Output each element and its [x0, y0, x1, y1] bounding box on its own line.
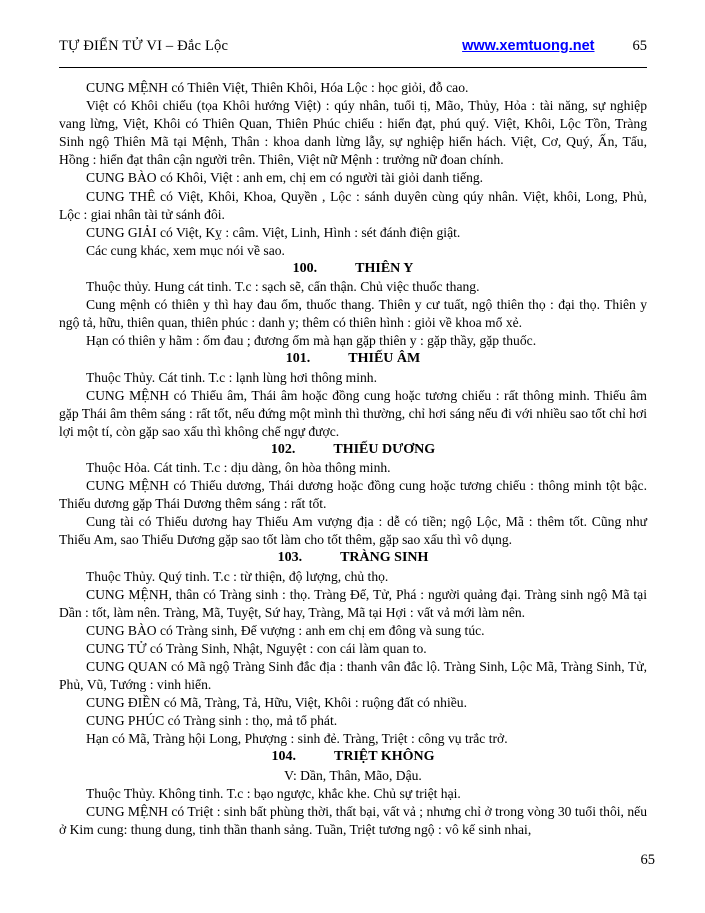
paragraph: CUNG ĐIỀN có Mã, Tràng, Tả, Hữu, Việt, Khôi : ruộng đất có nhiều.: [86, 695, 467, 711]
section-title: THIẾU ÂM: [348, 351, 421, 367]
section-number: 102.: [270, 441, 296, 457]
paragraph: Cung mệnh có thiên y thì hay đau ốm, thuốc thang. Thiên y cư tuất, ngộ thiên thọ : đại thọ. Thiên y ngộ tả, hữu, thiên quan, thiên phúc : danh y; thêm có thiên hình : giỏi về khoa mổ xẻ.: [59, 297, 647, 331]
header-divider: [59, 67, 647, 68]
paragraph: CUNG GIẢI có Việt, Kỵ : câm. Việt, Linh, Hình : sét đánh điện giật.: [86, 224, 461, 240]
paragraph: CUNG MỆNH có Thiếu dương, Thái dương hoặc đồng cung hoặc tương chiếu : thông minh tột bậc. Thiếu dương gặp Thái Dương thêm sáng : rất tốt.: [59, 478, 647, 512]
header-page-number: 65: [632, 38, 647, 54]
paragraph: Thuộc thủy. Hung cát tinh. T.c : sạch sẽ, cẩn thận. Chủ việc thuốc thang.: [86, 279, 480, 295]
section-heading: [59, 260, 647, 278]
document-body: [59, 79, 647, 839]
paragraph: Hạn có thiên y hãm : ốm đau ; đương ốm mà hạn gặp thiên y : gặp thầy, gặp thuốc.: [86, 333, 537, 349]
paragraph: Thuộc Hỏa. Cát tinh. T.c : dịu dàng, ôn hòa thông minh.: [86, 459, 391, 475]
section-number: 100.: [292, 260, 318, 276]
website-link[interactable]: www.xemtuong.net: [462, 38, 595, 54]
section-number: 101.: [285, 351, 311, 367]
paragraph: CUNG PHÚC có Tràng sinh : thọ, mả tổ phát.: [86, 713, 338, 729]
paragraph: Hạn có Mã, Tràng hội Long, Phượng : sinh đẻ. Tràng, Triệt : công vụ trắc trở.: [86, 731, 508, 747]
section-number: 103.: [277, 550, 303, 566]
footer-page-number: 65: [640, 852, 655, 868]
paragraph: CUNG BÀO có Tràng sinh, Đế vượng : anh em chị em đông và sung túc.: [86, 622, 485, 638]
paragraph: Việt có Khôi chiếu (tọa Khôi hướng Việt) : qúy nhân, tuổi tị, Mão, Thủy, Hỏa : tài năng, sự nghiệp vang lừng, Việt, Khôi có Thiên Quan, Thiên Phúc chiếu : hiển đạt, phú quý. Việt, Khôi, Lộc Tồn, Tràng Sinh ngộ Thiên Mã tại Mệnh, Thân : khoa danh lừng lẫy, sự nghiệp hiển hách. Việt, Cơ, Quý, Ấn, Tấu, Hồng : hiển đạt thân cận người trên. Thiên, Việt nữ Mệnh : trưởng nữ đoan chính.: [59, 98, 647, 168]
section-heading: [59, 549, 647, 567]
section-title: TRÀNG SINH: [340, 550, 429, 566]
paragraph: CUNG MỆNH, thân có Tràng sinh : thọ. Tràng Đế, Tử, Phá : người quảng đại. Tràng sinh ngộ Mã tại Dần : tốt, làm nên. Tràng, Mã, Tuyệt, Sứ hay, Tràng, Mã tại Hợi : vất vả mới làm nên.: [59, 586, 647, 620]
paragraph: CUNG MỆNH có Triệt : sinh bất phùng thời, thất bại, vất vả ; nhưng chỉ ở trong vòng 30 tuổi thôi, nếu ở Kim cung: thung dung, tinh thần thanh sảng. Tuần, Triệt tương ngộ : vô kế sinh nhai,: [59, 803, 647, 837]
section-title: THIẾU DƯƠNG: [333, 441, 436, 457]
paragraph: CUNG QUAN có Mã ngộ Tràng Sinh đắc địa : thanh vân đắc lộ. Tràng Sinh, Lộc Mã, Tràng Sinh, Tử, Phủ, Vũ, Tướng : vinh hiển.: [59, 659, 647, 693]
paragraph: CUNG BÀO có Khôi, Việt : anh em, chị em có người tài giỏi danh tiếng.: [86, 170, 484, 186]
paragraph: Thuộc Thủy. Quý tinh. T.c : từ thiện, độ lượng, chủ thọ.: [86, 568, 389, 584]
section-heading: [59, 350, 647, 368]
paragraph: Các cung khác, xem mục nói về sao.: [86, 242, 285, 258]
center-line: V: Dần, Thân, Mão, Dậu.: [284, 767, 422, 783]
section-number: 104.: [271, 749, 296, 765]
paragraph: CUNG THÊ có Việt, Khôi, Khoa, Quyền , Lộc : sánh duyên cùng qúy nhân. Việt, khôi, Long, Phủ, Lộc : giai nhân tài tử sánh đôi.: [59, 188, 647, 222]
section-heading: [59, 441, 647, 459]
section-heading: [59, 748, 647, 766]
paragraph: CUNG TỬ có Tràng Sinh, Nhật, Nguyệt : con cái làm quan to.: [86, 640, 427, 656]
section-title: TRIỆT KHÔNG: [334, 749, 435, 765]
page-header: [59, 38, 647, 55]
paragraph: Thuộc Thủy. Cát tinh. T.c : lạnh lùng hơi thông minh.: [86, 369, 377, 385]
section-title: THIÊN Y: [355, 260, 414, 276]
paragraph: Thuộc Thủy. Không tinh. T.c : bạo ngược, khắc khe. Chủ sự triệt hại.: [86, 785, 461, 801]
document-title: TỰ ĐIỂN TỬ VI – Đắc Lộc: [59, 38, 229, 54]
paragraph: CUNG MỆNH có Thiên Việt, Thiên Khôi, Hóa Lộc : học giỏi, đỗ cao.: [86, 80, 469, 95]
paragraph: CUNG MỆNH có Thiếu âm, Thái âm hoặc đồng cung hoặc tương chiếu : rất thông minh. Thiếu âm gặp Thái âm thêm sáng : rất tốt, nếu đứng một mình thì thường, chỉ hơi sáng nếu đi với nhiều sao tốt chỉ hơi lợi một tí, còn gặp sao xấu thì không chế ngự được.: [59, 387, 647, 439]
paragraph: Cung tài có Thiếu dương hay Thiếu Am vượng địa : dễ có tiền; ngộ Lộc, Mã : thêm tốt. Cũng như Thiếu Am, sao Thiếu Dương gặp sao tốt làm cho tốt thêm, gặp sao xấu thì vô dụng.: [59, 514, 647, 548]
